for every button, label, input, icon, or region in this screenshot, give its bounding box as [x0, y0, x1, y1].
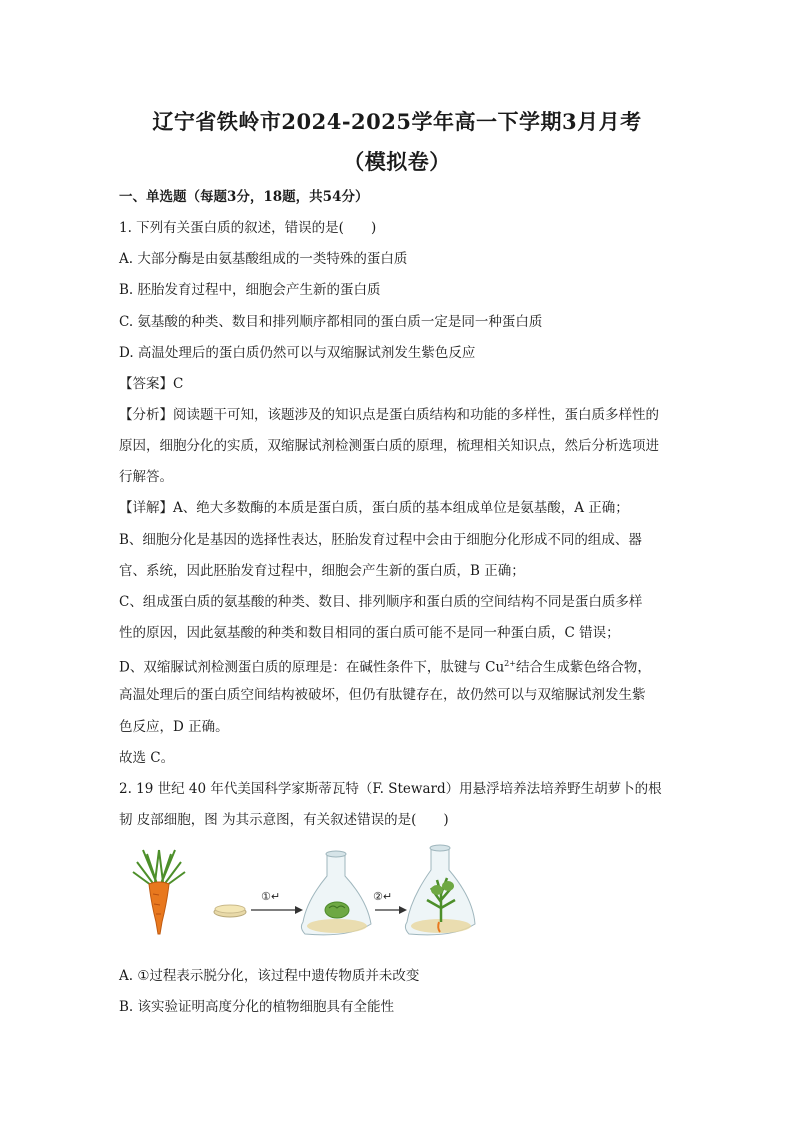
question-1-stem: 1. 下列有关蛋白质的叙述，错误的是( ) [119, 220, 377, 236]
question-1-option-a: A. 大部分酶是由氨基酸组成的一类特殊的蛋白质 [119, 251, 408, 267]
question-1-detail-line-8: 色反应，D 正确。 [119, 719, 229, 735]
carrot-image [133, 850, 185, 934]
detail-6-text-b: 结合生成紫色络合物， [515, 659, 651, 676]
question-2-option-b: B. 该实验证明高度分化的植物细胞具有全能性 [119, 999, 395, 1015]
step-2-label: ②↵ [373, 890, 393, 903]
step-1-label: ①↵ [261, 890, 281, 903]
detail-6-text-a: D、双缩脲试剂检测蛋白质的原理是：在碱性条件下，肽键与 Cu [119, 659, 505, 676]
question-1-detail-line-7: 高温处理后的蛋白质空间结构被破坏，但仍有肽键存在，故仍然可以与双缩脲试剂发生紫 [119, 687, 646, 703]
question-1-detail-line-3: 官、系统，因此胚胎发育过程中，细胞会产生新的蛋白质，B 正确； [119, 563, 525, 579]
carrot-culture-illustration [119, 842, 499, 944]
question-1-answer: 【答案】C [119, 376, 184, 392]
question-2-stem-line-2: 韧 皮部细胞，图 为其示意图，有关叙述错误的是( ) [119, 812, 449, 828]
document-title: 辽宁省铁岭市2024-2025学年高一下学期3月月考 [152, 109, 642, 134]
question-1-detail-line-5: 性的原因，因此氨基酸的种类和数目相同的蛋白质可能不是同一种蛋白质，C 错误； [119, 625, 620, 641]
question-1-analysis-line-1: 【分析】阅读题干可知，该题涉及的知识点是蛋白质结构和功能的多样性，蛋白质多样性的 [119, 407, 659, 423]
step-1-arrow [251, 906, 303, 914]
question-1-option-b: B. 胚胎发育过程中，细胞会产生新的蛋白质 [119, 282, 381, 298]
carrot-culture-figure [119, 842, 499, 944]
question-1-detail-line-4: C、组成蛋白质的氨基酸的种类、数目、排列顺序和蛋白质的空间结构不同是蛋白质多样 [119, 594, 643, 610]
document-subtitle: （模拟卷） [343, 149, 451, 174]
question-1-detail-line-1: 【详解】A、绝大多数酶的本质是蛋白质，蛋白质的基本组成单位是氨基酸，A 正确； [119, 500, 629, 516]
question-2-stem-line-1: 2. 19 世纪 40 年代美国科学家斯蒂瓦特（F. Steward）用悬浮培养法培养野生胡萝卜的根 [119, 781, 662, 797]
question-1-option-d: D. 高温处理后的蛋白质仍然可以与双缩脲试剂发生紫色反应 [119, 345, 476, 361]
question-1-detail-line-2: B、细胞分化是基因的选择性表达，胚胎发育过程中会由于细胞分化形成不同的组成、器 [119, 532, 642, 548]
copper-charge-superscript: 2+ [504, 659, 516, 668]
question-1-analysis-line-3: 行解答。 [119, 469, 173, 485]
question-1-conclusion: 故选 C。 [119, 750, 175, 766]
question-2-option-a: A. ①过程表示脱分化，该过程中遗传物质并未改变 [119, 968, 420, 984]
flask-2-image [405, 845, 475, 935]
question-1-detail-line-6 [119, 655, 679, 677]
flask-1-image [301, 851, 371, 935]
question-1-option-c: C. 氨基酸的种类、数目和排列顺序都相同的蛋白质一定是同一种蛋白质 [119, 314, 543, 330]
step-2-arrow [375, 906, 407, 914]
petri-dish-image [214, 905, 246, 917]
question-1-analysis-line-2: 原因，细胞分化的实质，双缩脲试剂检测蛋白质的原理，梳理相关知识点，然后分析选项进 [119, 438, 659, 454]
section-heading: 一、单选题（每题3分，18题，共54分） [119, 189, 369, 205]
